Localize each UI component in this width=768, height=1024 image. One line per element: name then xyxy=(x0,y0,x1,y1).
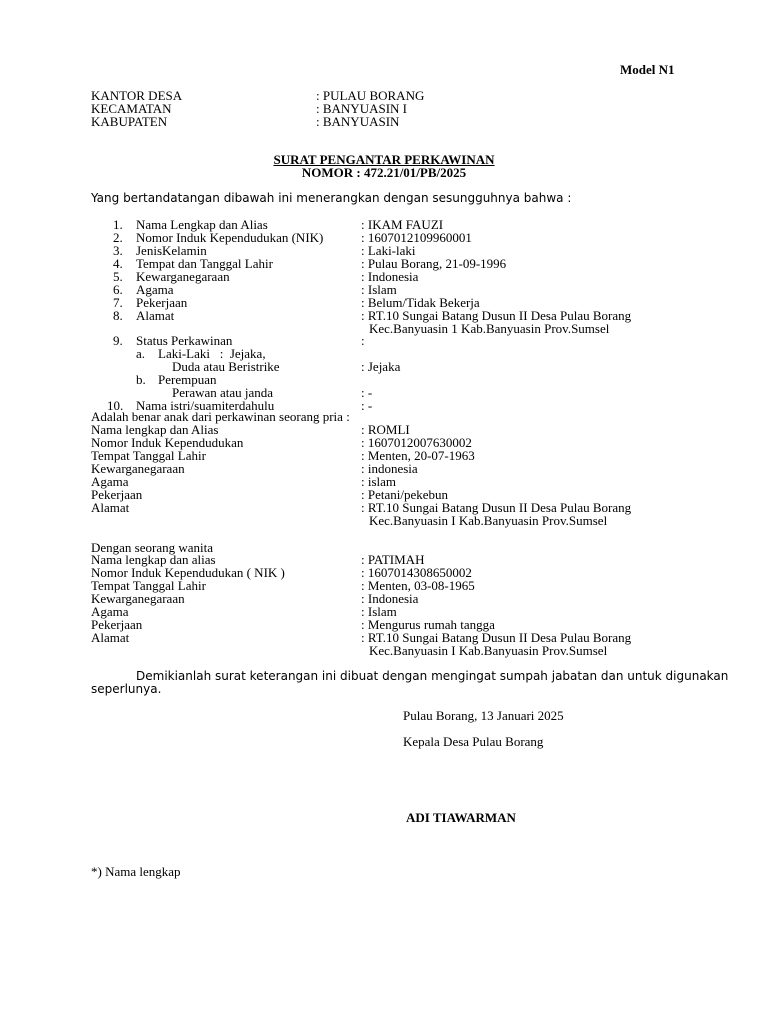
item-value: : Pulau Borang, 21-09-1996 xyxy=(361,256,507,271)
field-label: Kewarganegaraan xyxy=(91,461,185,476)
signer-position: Kepala Desa Pulau Borang xyxy=(403,734,544,749)
header-value-kecamatan: : BANYUASIN I xyxy=(316,101,407,116)
field-label: Alamat xyxy=(91,500,130,515)
item-value: : 1607012109960001 xyxy=(361,230,472,245)
subitem-value: : - xyxy=(361,385,373,400)
item-number: 6. xyxy=(113,282,123,297)
subitem-marker: b. xyxy=(136,372,146,387)
field-value-continued: Kec.Banyuasin I Kab.Banyuasin Prov.Sumsel xyxy=(369,643,608,658)
field-value: : Islam xyxy=(361,604,397,619)
field-value: : ROMLI xyxy=(361,422,410,437)
item-value: : xyxy=(361,333,365,348)
model-label: Model N1 xyxy=(620,62,675,77)
header-label-kantor: KANTOR DESA xyxy=(91,88,183,103)
item-number: 5. xyxy=(113,269,123,284)
field-label: Tempat Tanggal Lahir xyxy=(91,448,206,463)
closing-paragraph-line2: seperlunya. xyxy=(91,682,162,696)
closing-paragraph-line1: Demikianlah surat keterangan ini dibuat dengan mengingat sumpah jabatan dan untuk digunakan xyxy=(136,669,729,683)
item-value: : RT.10 Sungai Batang Dusun II Desa Pulau Borang xyxy=(361,308,632,323)
item-label: Kewarganegaraan xyxy=(136,269,230,284)
field-value: : 1607012007630002 xyxy=(361,435,472,450)
field-label: Pekerjaan xyxy=(91,617,143,632)
item-value: : Laki-laki xyxy=(361,243,416,258)
field-value: : indonesia xyxy=(361,461,418,476)
item-label: Pekerjaan xyxy=(136,295,188,310)
father-intro: Adalah benar anak dari perkawinan seorang pria : xyxy=(91,409,350,424)
field-value-continued: Kec.Banyuasin I Kab.Banyuasin Prov.Sumsel xyxy=(369,513,608,528)
item-number: 3. xyxy=(113,243,123,258)
field-value: : Menten, 20-07-1963 xyxy=(361,448,475,463)
item-value: : - xyxy=(361,398,373,413)
field-label: Agama xyxy=(91,604,129,619)
item-number: 7. xyxy=(113,295,123,310)
subitem-label: Laki-Laki : Jejaka, xyxy=(158,346,266,361)
item-label: Alamat xyxy=(136,308,175,323)
footnote: *) Nama lengkap xyxy=(91,864,181,879)
field-label: Agama xyxy=(91,474,129,489)
item-value: : Islam xyxy=(361,282,397,297)
header-value-kabupaten: : BANYUASIN xyxy=(316,114,400,129)
subitem-label: Perempuan xyxy=(158,372,217,387)
field-label: Nomor Induk Kependudukan xyxy=(91,435,244,450)
intro-text: Yang bertandatangan dibawah ini menerangkan dengan sesungguhnya bahwa : xyxy=(91,191,572,205)
item-value-continued: Kec.Banyuasin 1 Kab.Banyuasin Prov.Sumsel xyxy=(369,321,610,336)
field-label: Pekerjaan xyxy=(91,487,143,502)
header-value-kantor: : PULAU BORANG xyxy=(316,88,425,103)
item-label: Nama Lengkap dan Alias xyxy=(136,217,268,232)
field-label: Nama lengkap dan alias xyxy=(91,552,216,567)
item-label: JenisKelamin xyxy=(136,243,207,258)
header-label-kecamatan: KECAMATAN xyxy=(91,101,172,116)
document-number: NOMOR : 472.21/01/PB/2025 xyxy=(301,165,467,180)
document-title: SURAT PENGANTAR PERKAWINAN xyxy=(273,152,495,167)
item-value: : Belum/Tidak Bekerja xyxy=(361,295,480,310)
item-number: 1. xyxy=(113,217,123,232)
field-label: Nama lengkap dan Alias xyxy=(91,422,219,437)
signer-name: ADI TIAWARMAN xyxy=(406,810,516,825)
item-number: 4. xyxy=(113,256,123,271)
item-number: 10. xyxy=(107,398,124,413)
item-label: Nama istri/suamiterdahulu xyxy=(136,398,275,413)
item-label: Tempat dan Tanggal Lahir xyxy=(136,256,273,271)
field-label: Tempat Tanggal Lahir xyxy=(91,578,206,593)
header-label-kabupaten: KABUPATEN xyxy=(91,114,168,129)
item-number: 9. xyxy=(113,333,123,348)
field-value: : Menten, 03-08-1965 xyxy=(361,578,475,593)
item-number: 8. xyxy=(113,308,123,323)
item-label: Nomor Induk Kependudukan (NIK) xyxy=(136,230,324,245)
field-value: : RT.10 Sungai Batang Dusun II Desa Pulau Borang xyxy=(361,500,632,515)
subitem-label-continued: Duda atau Beristrike xyxy=(172,359,280,374)
subitem-value: : Jejaka xyxy=(361,359,401,374)
field-value: : 1607014308650002 xyxy=(361,565,472,580)
item-number: 2. xyxy=(113,230,123,245)
field-value: : Indonesia xyxy=(361,591,419,606)
subitem-marker: a. xyxy=(136,346,146,361)
item-label: Agama xyxy=(136,282,174,297)
place-date: Pulau Borang, 13 Januari 2025 xyxy=(403,708,564,723)
field-value: : islam xyxy=(361,474,397,489)
subitem-label-continued: Perawan atau janda xyxy=(172,385,274,400)
field-label: Alamat xyxy=(91,630,130,645)
field-value: : Petani/pekebun xyxy=(361,487,449,502)
field-label: Nomor Induk Kependudukan ( NIK ) xyxy=(91,565,285,580)
field-label: Kewarganegaraan xyxy=(91,591,185,606)
item-value: : Indonesia xyxy=(361,269,419,284)
field-value: : PATIMAH xyxy=(361,552,425,567)
mother-intro: Dengan seorang wanita xyxy=(91,540,214,555)
field-value: : Mengurus rumah tangga xyxy=(361,617,495,632)
field-value: : RT.10 Sungai Batang Dusun II Desa Pulau Borang xyxy=(361,630,632,645)
item-value: : IKAM FAUZI xyxy=(361,217,444,232)
item-label: Status Perkawinan xyxy=(136,333,233,348)
